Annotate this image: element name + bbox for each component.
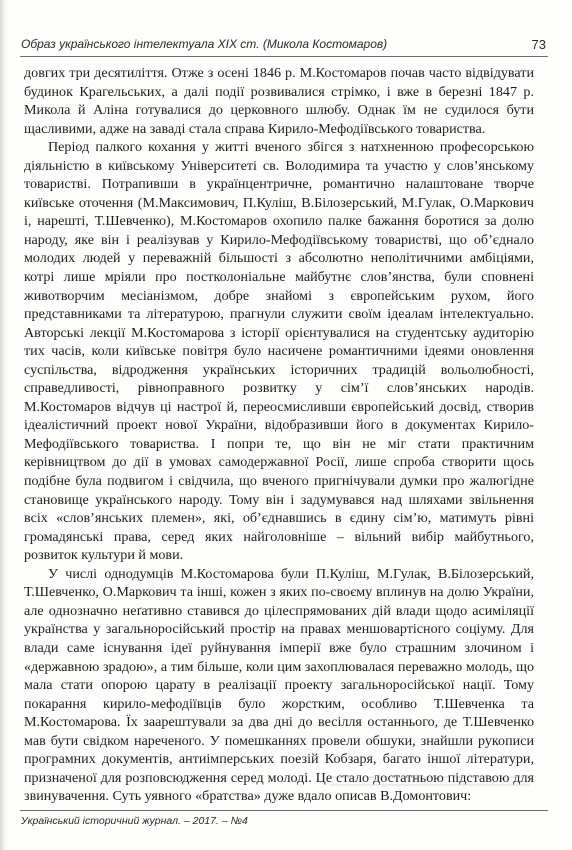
running-title: Образ українського інтелектуала XIX ст. (Микола Костомаров)	[21, 37, 388, 51]
paragraph-1: довгих три десятиліття. Отже з осені 1846 р. М.Костомаров почав часто відвідувати будинок Крагельських, а далі події розвивалися стрімко, і вже в березні 1847 р. Микола й Аліна готувалися до церковного шлюбу. Однак їм не судилося бути щасливими, адже на заваді стала справа Кирило-Мефодіївського товариства.	[24, 65, 534, 137]
paragraph-3: У числі однодумців М.Костомарова були П.Куліш, М.Гулак, В.Білозерський, Т.Шевченко, О.Маркович та інші, кожен з яких по-своєму вплинув на долю України, але однозначно неґативно ставився до цілеспрямованих дій влади щодо асиміляції українства у загальноросійський простір на правах меншовартісного соціуму. Для влади саме існування ідеї руйнування імперії вже було страшним злочином і «державною зрадою», а тим більше, коли цим захоплювалася переважно молодь, що мала стати опорою царату в реалізації проекту загальноросійської нації. Тому покарання кирило-мефодіївців було жорстким, особливо Т.Шевченка та М.Костомарова. Їх заарештували за два дні до весілля останнього, де Т.Шевченко мав бути свідком нареченого. У помешканнях провели обшуки, знайшли рукописи програмних документів, антиімперських поезій Кобзаря, багато іншої літератури, призначеної для розповсюдження серед молоді. Це стало достатньою підставою для звинувачення. Суть уявного «братства» дуже вдало описав В.Домонтович:	[24, 565, 534, 805]
footer-rule	[20, 810, 548, 811]
bleed-through-text	[330, 776, 530, 796]
running-header	[20, 36, 548, 57]
paragraph-2: Період палкого кохання у житті вченого збігся з натхненною професорською діяльністю в київському Університеті св. Володимира та участю у слов’янському товаристві. Потрапивши в українцентричне, романтично налаштоване творче київське оточення (М.Максимович, П.Куліш, В.Білозерський, М.Гулак, О.Маркович і, нарешті, Т.Шевченко), М.Костомаров охопило палке бажання боротися за долю народу, яке він і реалізував у Кирило-Мефодіївському товаристві, що об’єднало молодих людей у переважній більшості з абсолютно неполітичними амбіціями, котрі лише мріяли про постколоніальне майбутнє слов’янства, були сповнені животворчим месіанізмом, добре знайомі з європейським рухом, його представниками та літературою, прагнули служити своїм ідеалам інтелектуально. Авторські лекції М.Костомарова з історії орієнтувалися на студентську аудиторію тих часів, коли київське повітря було насичене романтичними ідеями оновлення суспільства, відродження українських історичних традицій вольолюбності, справедливості, рівноправного розвитку у сім’ї слов’янських народів. М.Костомаров відчув ці настрої й, переосмисливши європейський досвід, створив ідеалістичний проект нової України, відобразивши його в документах Кирило-Мефодіївського товариства. І попри те, що він не міг стати практичним керівництвом до дії в умовах самодержавної Росії, лише спроба створити щось подібне була подвигом і свідчила, що вченого пригнічували думки про жалюгідне становище українського народу. Тому він і задумувався над шляхами звільнення всіх «слов’янських племен», які, об’єднавшись в єдину сім’ю, матимуть рівні громадянські права, серед яких найголовніше – вільний вибір майбутнього, розвиток культури й мови.	[24, 139, 534, 564]
journal-footer: Український історичний журнал. – 2017. – №4	[21, 815, 248, 827]
page-edge-shadow	[0, 0, 6, 850]
article-text	[24, 64, 534, 806]
page-number: 73	[531, 37, 546, 52]
